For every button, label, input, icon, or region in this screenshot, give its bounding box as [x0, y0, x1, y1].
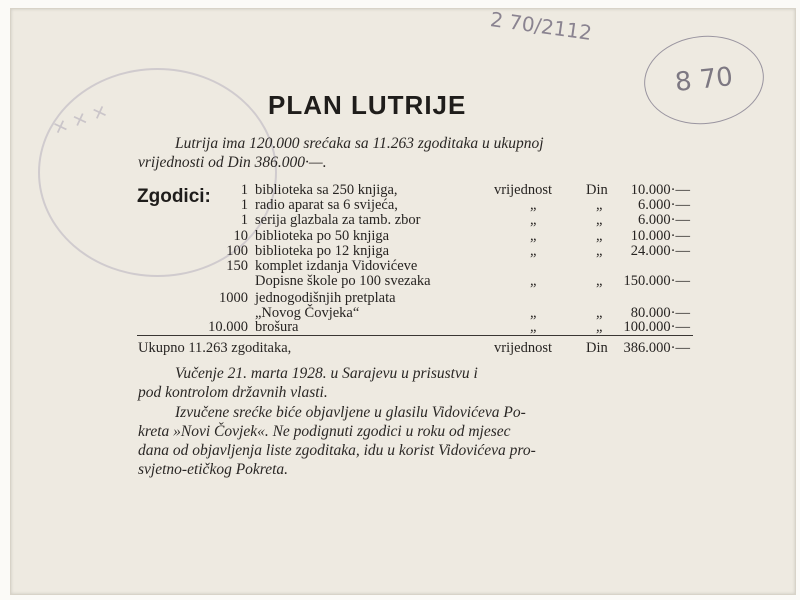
prize-value-word: vrijednost — [494, 182, 552, 198]
total-label: Ukupno 11.263 zgoditaka, — [138, 340, 292, 356]
prize-value-word: „ — [530, 243, 537, 259]
prize-description: biblioteka po 50 knjiga — [255, 228, 390, 244]
prize-amount: 150.000·— — [623, 273, 690, 289]
prize-value-word: „ — [530, 273, 537, 289]
prize-value-word: „ — [530, 305, 537, 321]
prize-value-word: „ — [530, 319, 537, 335]
prize-amount: 80.000·— — [630, 305, 690, 321]
prize-value-word: „ — [530, 212, 537, 228]
prize-amount: 24.000·— — [630, 243, 690, 259]
intro-line-1: Lutrija ima 120.000 srećaka sa 11.263 zgoditaka u ukupnoj — [175, 135, 544, 152]
prize-description: Dopisne škole po 100 svezaka — [255, 273, 431, 289]
stamp-marks: ✕ ✕ ✕ — [50, 100, 111, 141]
draw-line-2: pod kontrolom državnih vlasti. — [138, 384, 328, 401]
prize-amount: 100.000·— — [623, 319, 690, 335]
handwritten-note-top: 2 70/2112 — [488, 7, 594, 45]
total-currency: Din — [586, 340, 608, 356]
prize-currency: Din — [586, 182, 608, 198]
prize-description: jednogodišnjih pretplata — [255, 290, 396, 306]
intro-line-2: vrijednosti od Din 386.000·—. — [138, 154, 327, 171]
draw-line-1: Vučenje 21. marta 1928. u Sarajevu u prisustvu i — [175, 365, 478, 382]
prize-amount: 10.000·— — [630, 182, 690, 198]
prize-amount: 10.000·— — [630, 228, 690, 244]
prize-currency: „ — [596, 212, 603, 228]
prize-quantity: 1 — [240, 212, 248, 228]
prize-description: serija glazbala za tamb. zbor — [255, 212, 421, 228]
prize-description: biblioteka sa 250 knjiga, — [255, 182, 398, 198]
prize-amount: 6.000·— — [638, 197, 690, 213]
prize-value-word: „ — [530, 228, 537, 244]
prize-currency: „ — [596, 228, 603, 244]
results-line-2: kreta »Novi Čovjek«. Ne podignuti zgodici u roku od mjesec — [138, 423, 511, 440]
prize-quantity: 1 — [240, 182, 248, 198]
prize-quantity: 1000 — [219, 290, 248, 306]
prize-description: brošura — [255, 319, 299, 335]
prize-quantity: 150 — [226, 258, 248, 274]
prize-value-word: „ — [530, 197, 537, 213]
prize-description: radio aparat sa 6 svijeća, — [255, 197, 398, 213]
prize-description: komplet izdanja Vidovićeve — [255, 258, 418, 274]
page-title: PLAN LUTRIJE — [268, 90, 467, 120]
total-separator — [137, 335, 693, 336]
prize-currency: „ — [596, 243, 603, 259]
results-line-4: svjetno-etičkog Pokreta. — [138, 461, 289, 478]
prize-row — [0, 212, 800, 229]
total-value-word: vrijednost — [494, 340, 552, 356]
results-line-3: dana od objavljenja liste zgoditaka, idu u korist Vidovićeva pro- — [138, 442, 536, 459]
prize-currency: „ — [596, 305, 603, 321]
prize-quantity: 10.000 — [208, 319, 248, 335]
prize-row — [0, 319, 800, 336]
prize-currency: „ — [596, 273, 603, 289]
prize-currency: „ — [596, 197, 603, 213]
prize-amount: 6.000·— — [638, 212, 690, 228]
prize-description: „Novog Čovjeka“ — [255, 305, 360, 321]
prize-quantity: 100 — [226, 243, 248, 259]
results-line-1: Izvučene srećke biće objavljene u glasilu Vidovićeva Po- — [175, 404, 526, 421]
prizes-label: Zgodici: — [137, 186, 211, 207]
prize-description: biblioteka po 12 knjiga — [255, 243, 390, 259]
prize-quantity: 10 — [233, 228, 248, 244]
prize-row — [0, 273, 800, 290]
prize-currency: „ — [596, 319, 603, 335]
prize-quantity: 1 — [240, 197, 248, 213]
total-amount: 386.000·— — [623, 340, 690, 356]
handwritten-circled-note: 8 70 — [640, 30, 769, 130]
